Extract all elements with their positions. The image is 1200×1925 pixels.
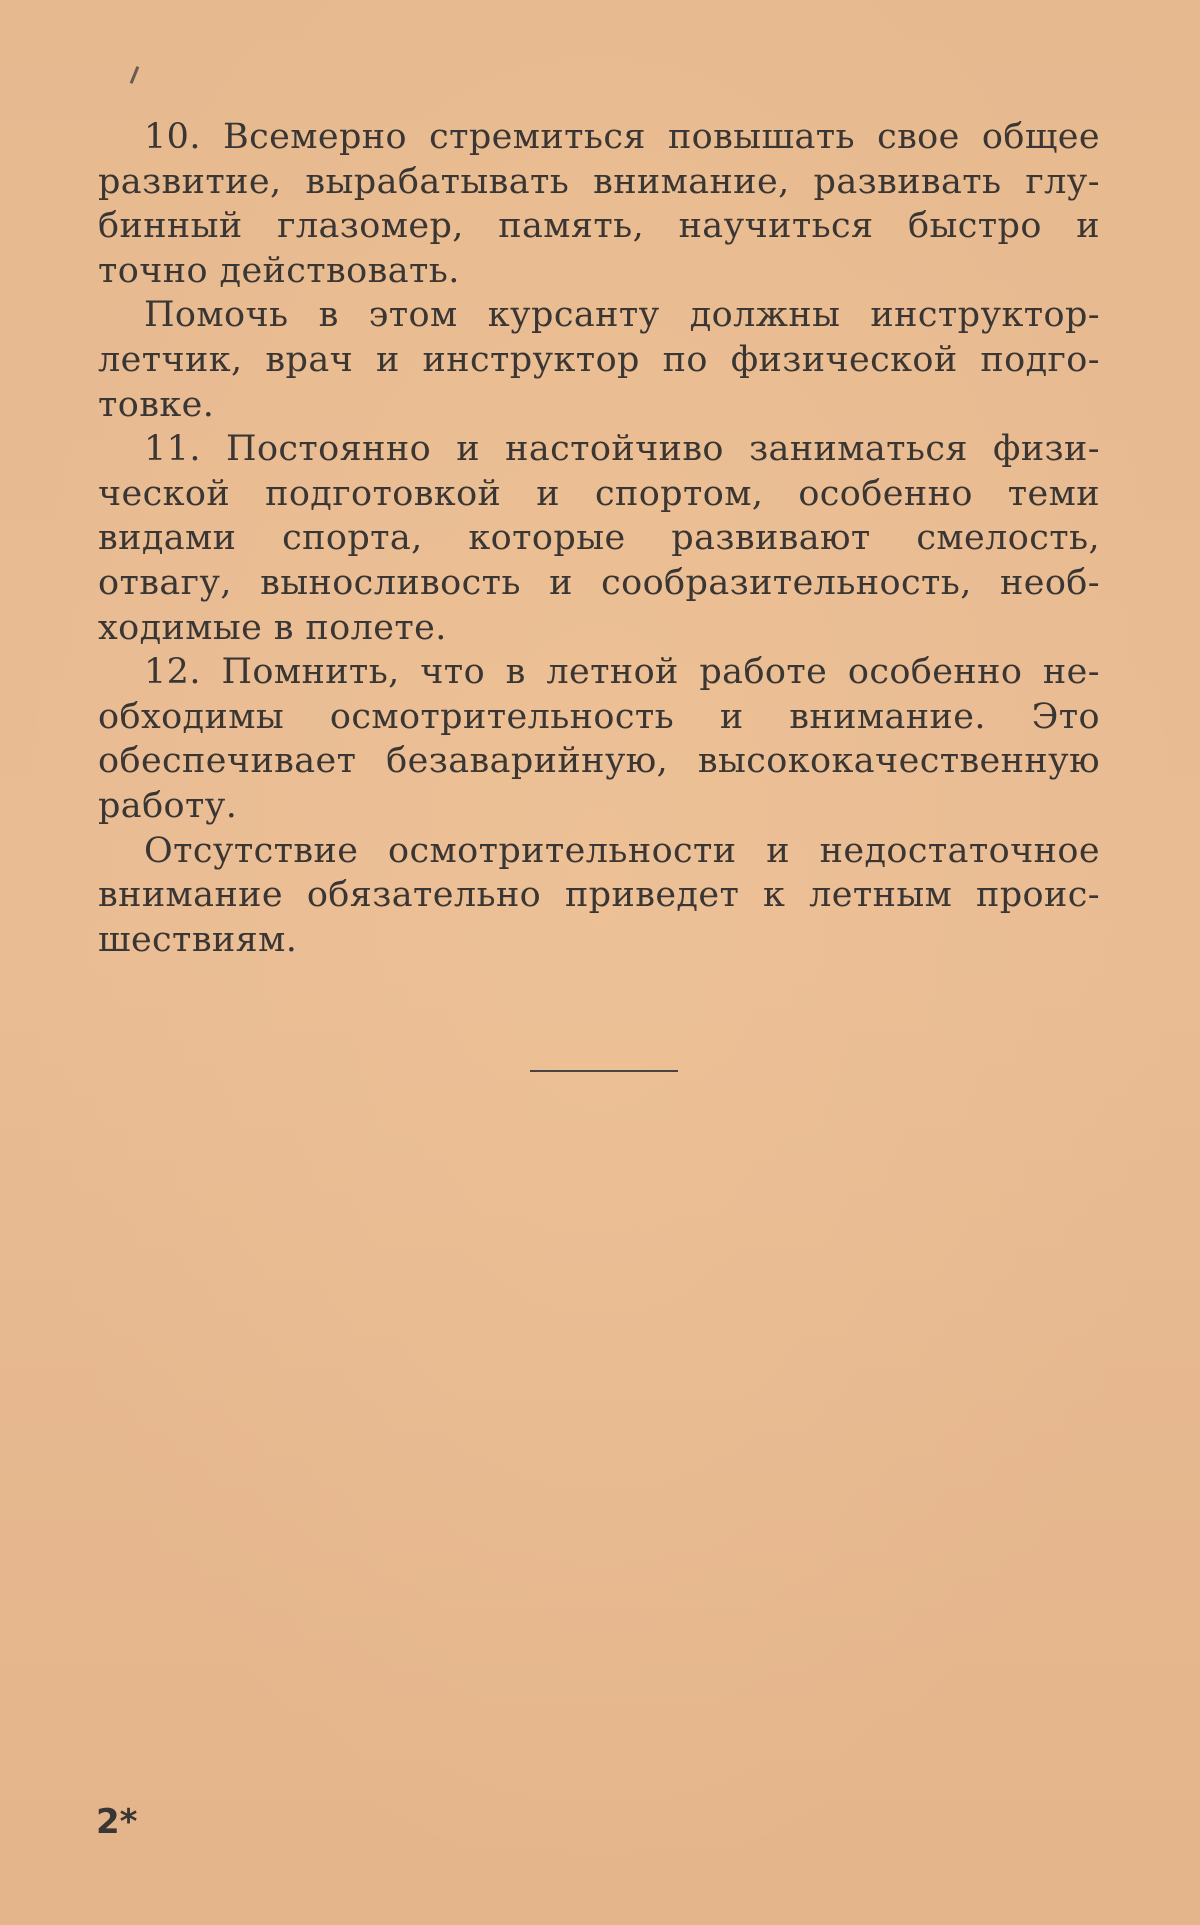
text-line: точно действовать. [98,250,460,291]
text-line: 10. Всемерно стремиться повышать свое общее [144,117,1100,157]
section-end-rule [530,1070,678,1072]
text-line: ческой подготовкой и спортом, особенно теми [98,473,1100,514]
text-line: летчик, врач и инструктор по физической подго- [98,339,1100,380]
signature-mark: 2* [96,1802,138,1842]
paragraph-attention-warning [98,829,1100,963]
paragraph-item-12 [98,650,1100,828]
text-line: Помочь в этом курсанту должны инструктор- [144,295,1100,336]
text-line: обеспечивает безаварийную, высококачественную [98,741,1100,782]
text-line: отвагу, выносливость и сообразительность, необ- [98,562,1100,603]
text-line: работу. [98,785,238,826]
text-line: шествиям. [98,919,298,960]
stray-ink-mark [130,66,140,84]
text-line: Отсутствие осмотрительности и недостаточное [144,830,1100,871]
text-line: видами спорта, которые развивают смелость, [98,518,1100,559]
paragraph-instructor-help [98,293,1100,427]
body-text [98,115,1100,962]
text-line: ходимые в полете. [98,607,447,648]
text-line: развитие, вырабатывать внимание, развивать глу- [98,161,1100,202]
text-line: товке. [98,384,215,425]
text-line: бинный глазомер, память, научиться быстро и [98,206,1100,247]
text-line: обходимы осмотрительность и внимание. Это [98,696,1100,737]
text-line: 12. Помнить, что в летной работе особенно не- [144,652,1100,693]
paragraph-item-10 [98,115,1100,293]
text-line: внимание обязательно приведет к летным проис- [98,875,1100,916]
paragraph-item-11 [98,427,1100,650]
text-line: 11. Постоянно и настойчиво заниматься физи- [144,429,1100,470]
